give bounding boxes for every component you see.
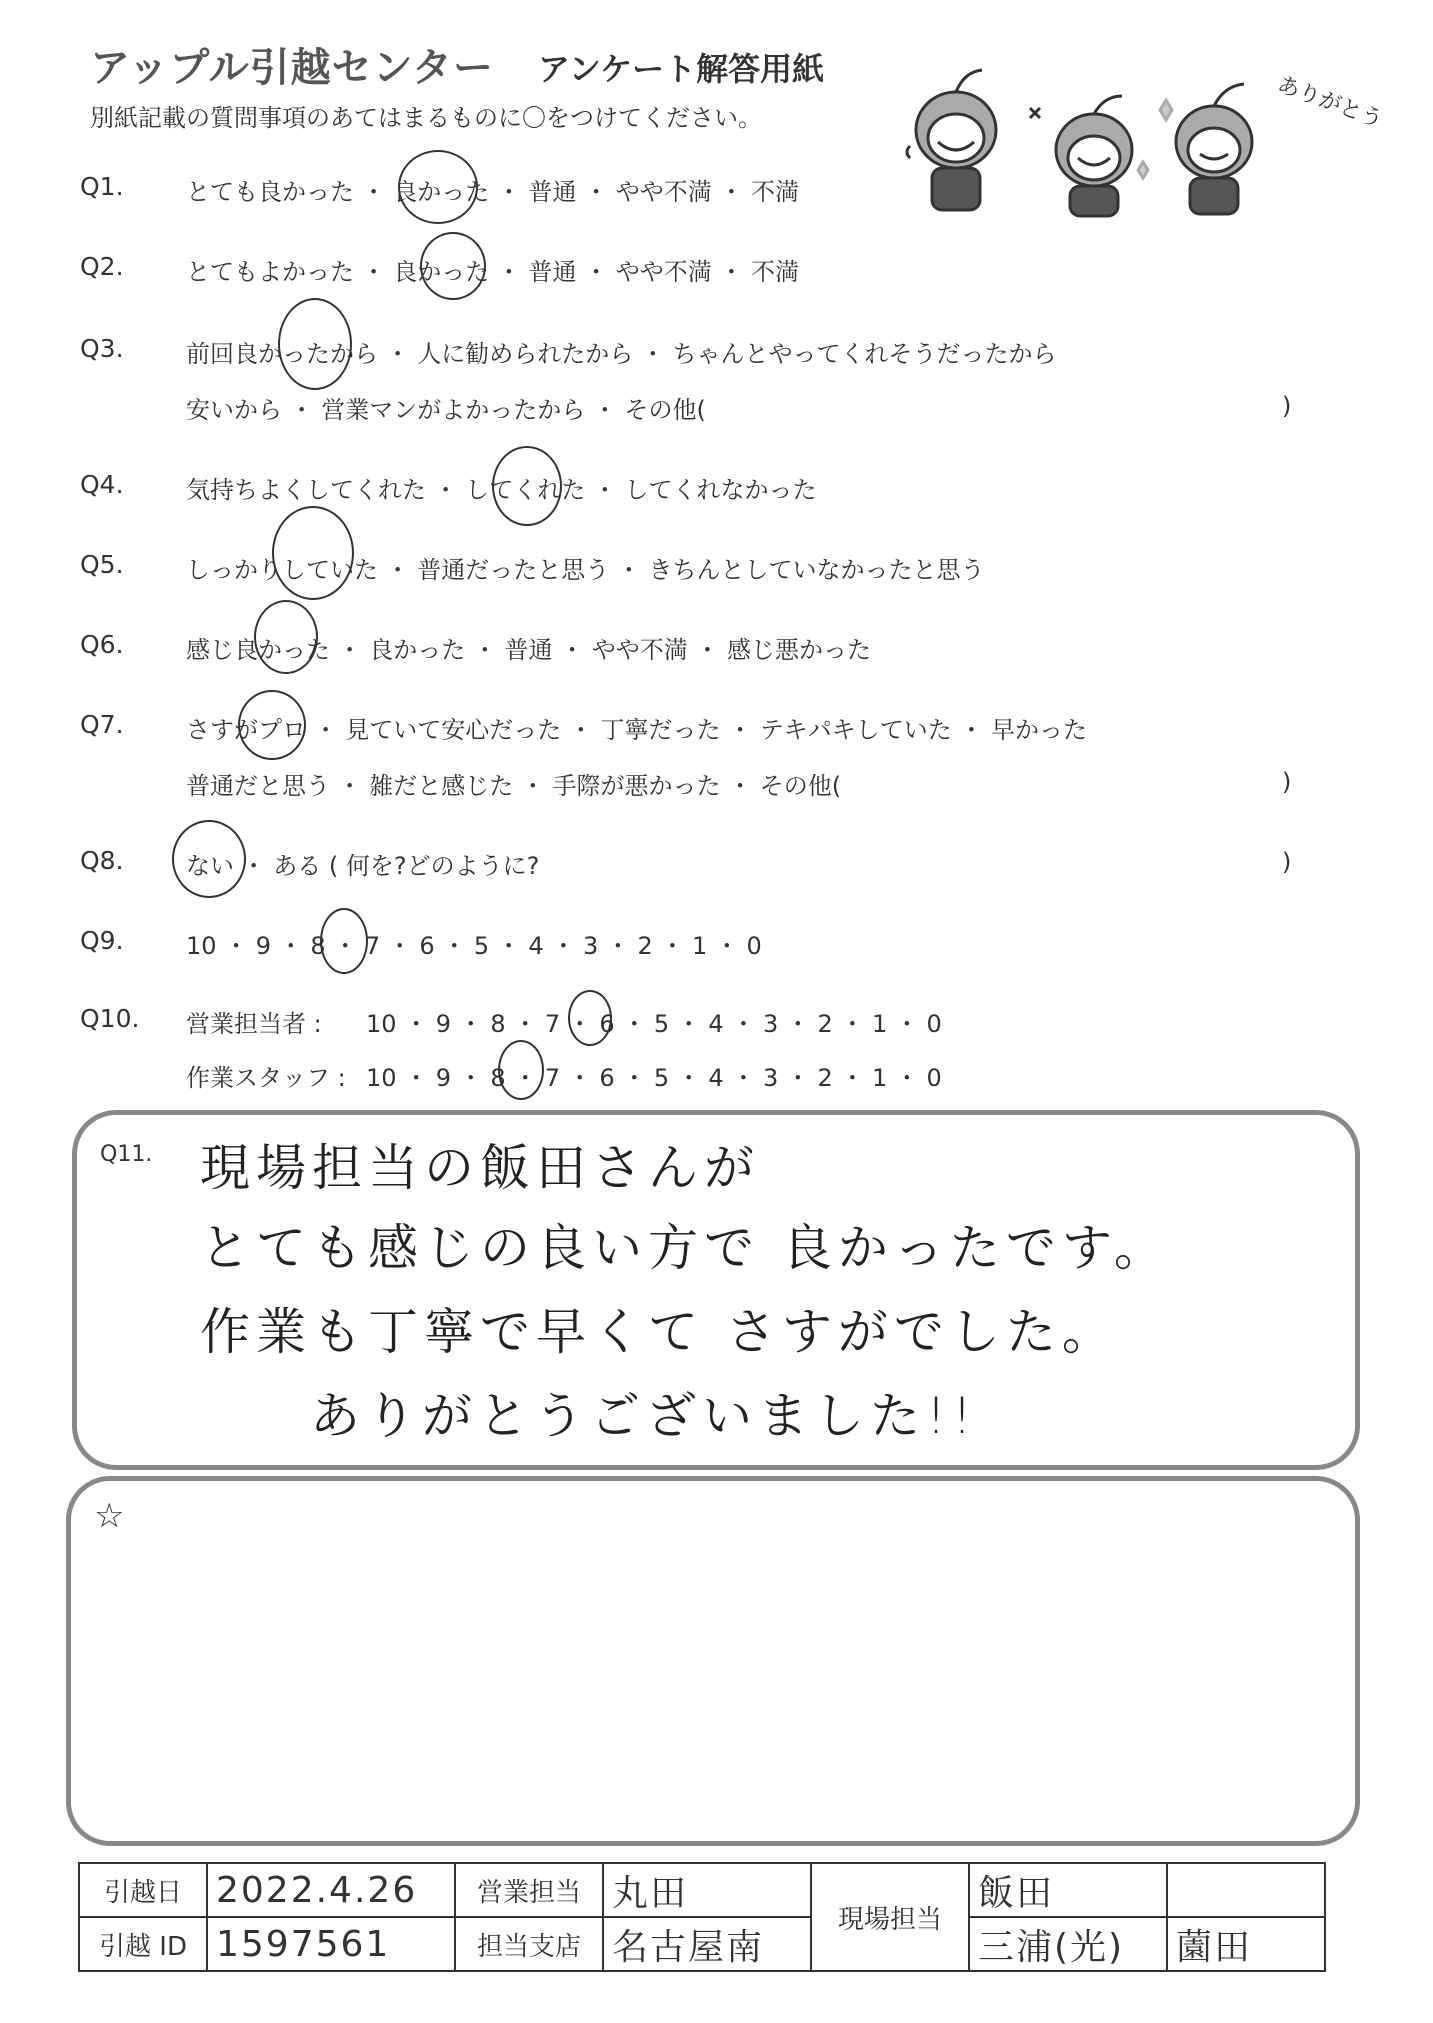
q11-handwritten-line-2: とても感じの良い方で 良かったです。 (200, 1219, 1170, 1277)
monkey-happy-icon (1030, 96, 1132, 216)
q10-sales-scale: 10 ・ 9 ・ 8 ・ 7 ・ 6 ・ 5 ・ 4 ・ 3 ・ 2 ・ 1 ・ 0 (366, 1010, 942, 1038)
q11-label: Q11. (100, 1142, 153, 1167)
question-options-q3-line1: 前回良かったから ・ 人に勧められたから ・ ちゃんとやってくれそうだったから (186, 340, 1057, 368)
question-scale-q9: 10 ・ 9 ・ 8 ・ 7 ・ 6 ・ 5 ・ 4 ・ 3 ・ 2 ・ 1 ・ 0 (186, 932, 762, 960)
question-label-q8: Q8. (80, 846, 124, 875)
move-id-value: 1597561 (207, 1917, 455, 1971)
question-options-q6: 感じ良かった ・ 良かった ・ 普通 ・ やや不満 ・ 感じ悪かった (186, 636, 872, 664)
star-comment-box (66, 1476, 1360, 1846)
question-label-q4: Q4. (80, 470, 124, 499)
question-label-q9: Q9. (80, 926, 124, 955)
branch-label: 担当支店 (455, 1917, 603, 1971)
instruction-text: 別紙記載の質問事項のあてはまるものに〇をつけてください。 (90, 104, 762, 132)
move-info-table (78, 1862, 1326, 1972)
paren-close-q3: ) (1282, 392, 1292, 420)
brand-name: アップル引越センター (90, 45, 494, 91)
answer-circle-q5 (272, 506, 354, 600)
question-label-q10: Q10. (80, 1004, 140, 1033)
paren-close-q8: ) (1282, 848, 1292, 876)
q10-staff-label: 作業スタッフ : (186, 1064, 346, 1092)
question-label-q7: Q7. (80, 710, 124, 739)
question-label-q3: Q3. (80, 334, 124, 363)
answer-circle-q8 (172, 820, 246, 898)
answer-circle-q10-staff (498, 1040, 544, 1100)
branch-value: 名古屋南 (603, 1917, 811, 1971)
question-options-q8: ない ・ ある ( 何を?どのように? (186, 852, 540, 880)
answer-circle-q3 (278, 298, 352, 390)
monkey-laughing-icon (907, 70, 996, 210)
thank-you-illustration-text: ありがとう (1273, 72, 1386, 134)
question-label-q2: Q2. (80, 252, 124, 281)
question-options-q2: とてもよかった ・ 良かった ・ 普通 ・ やや不満 ・ 不満 (186, 258, 800, 286)
answer-circle-q4 (492, 446, 562, 526)
q11-handwritten-line-4: ありがとうございました!! (310, 1387, 979, 1445)
q11-handwritten-line-3: 作業も丁寧で早くて さすがでした。 (200, 1303, 1118, 1361)
paren-close-q7: ) (1282, 768, 1292, 796)
answer-circle-q9 (320, 908, 368, 974)
monkey-bowing-icon (1138, 84, 1252, 214)
answer-circle-q10-sales (568, 990, 612, 1046)
question-options-q7-line2: 普通だと思う ・ 雑だと感じた ・ 手際が悪かった ・ その他( (186, 772, 842, 800)
question-label-q5: Q5. (80, 550, 124, 579)
field-rep-label: 現場担当 (811, 1863, 969, 1971)
star-icon: ☆ (94, 1496, 125, 1536)
sales-rep-value: 丸田 (603, 1863, 811, 1917)
move-id-label: 引越 ID (79, 1917, 207, 1971)
question-options-q1: とても良かった ・ 良かった ・ 普通 ・ やや不満 ・ 不満 (186, 178, 800, 206)
move-date-label: 引越日 (79, 1863, 207, 1917)
field-rep-empty-cell (1167, 1863, 1325, 1917)
question-options-q3-line2: 安いから ・ 営業マンがよかったから ・ その他( (186, 396, 706, 424)
q11-handwritten-line-1: 現場担当の飯田さんが (200, 1139, 760, 1197)
sales-rep-label: 営業担当 (455, 1863, 603, 1917)
form-title: アンケート解答用紙 (538, 50, 825, 88)
answer-circle-q7 (238, 690, 306, 760)
q10-staff-scale: 10 ・ 9 ・ 8 ・ 7 ・ 6 ・ 5 ・ 4 ・ 3 ・ 2 ・ 1 ・ 0 (366, 1064, 942, 1092)
move-date-value: 2022.4.26 (207, 1863, 455, 1917)
answer-circle-q1 (398, 150, 478, 224)
answer-circle-q2 (420, 232, 486, 300)
field-rep-value-2: 三浦(光) (969, 1917, 1167, 1971)
field-rep-value-3: 薗田 (1167, 1917, 1325, 1971)
question-label-q6: Q6. (80, 630, 124, 659)
question-label-q1: Q1. (80, 172, 124, 201)
question-options-q5: しっかりしていた ・ 普通だったと思う ・ きちんとしていなかったと思う (186, 556, 985, 584)
question-options-q4: 気持ちよくしてくれた ・ してくれた ・ してくれなかった (186, 476, 817, 504)
question-options-q7-line1: さすがプロ ・ 見ていて安心だった ・ 丁寧だった ・ テキパキしていた ・ 早かった (186, 716, 1088, 744)
field-rep-value-1: 飯田 (969, 1863, 1167, 1917)
q10-sales-label: 営業担当者 : (186, 1010, 322, 1038)
answer-circle-q6 (254, 600, 318, 674)
monkey-mascot-illustration (898, 50, 1386, 220)
